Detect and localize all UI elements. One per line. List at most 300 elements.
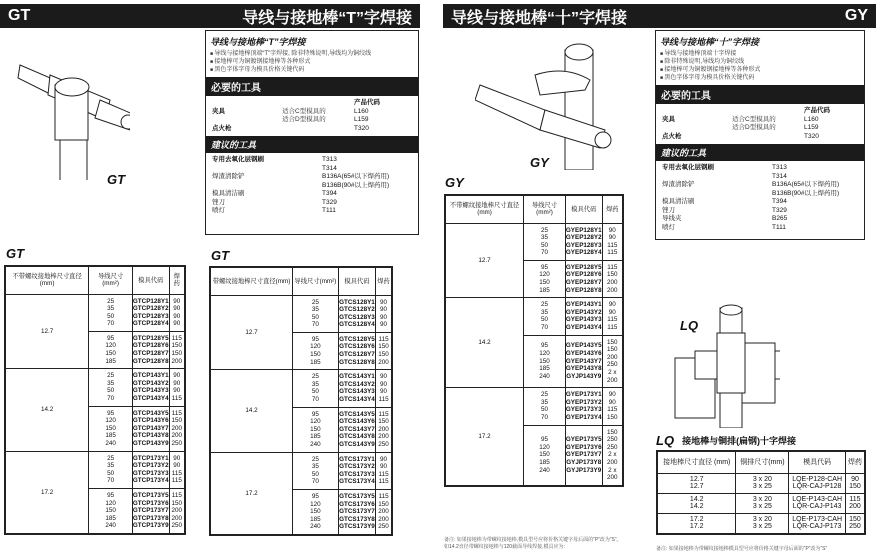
size: 240 [105, 522, 116, 530]
code: GTCS173Y4 [339, 478, 375, 486]
code: GTCS143Y3 [339, 388, 375, 396]
size: 240 [310, 523, 321, 531]
powder: 150 [171, 417, 183, 425]
powder: 90 [173, 387, 181, 395]
powder: 115 [171, 477, 182, 485]
code: GYEP128Y3 [565, 241, 602, 249]
size: 150 [310, 508, 321, 516]
value: LQR-CAJ-P128 [792, 483, 842, 491]
size: 70 [107, 477, 115, 485]
table-row [657, 513, 865, 534]
column-header: 接地棒尺寸直径 (mm) [657, 451, 736, 473]
size: 95 [541, 342, 549, 350]
powder: 150 [171, 350, 183, 358]
size: 150 [539, 451, 550, 459]
suggested-tools-heading: 建议的工具 [206, 136, 418, 153]
powder: 250 [607, 436, 618, 444]
gt-panel-title: 导线与接地棒“T”字焊接 [210, 37, 306, 47]
sizes-cell [524, 298, 566, 335]
powder-cell [169, 451, 185, 488]
sizes-cell [524, 388, 566, 425]
size: 185 [105, 357, 116, 365]
lq-section-title: 接地棒与铜排(扁钢)十字焊接 [682, 436, 797, 446]
powder: 90 [608, 308, 616, 316]
codes-cell [132, 451, 169, 488]
size: 35 [541, 398, 549, 406]
powder: 115 [607, 241, 618, 249]
tool-row [656, 198, 864, 207]
lq-cell [736, 473, 789, 493]
codes-cell [565, 335, 602, 388]
tool-name [212, 165, 322, 174]
code: GTCS173Y8 [339, 515, 375, 523]
size: 70 [107, 320, 115, 328]
tool-row: 点火枪 T320 [212, 124, 369, 132]
code: GTCS173Y3 [339, 470, 375, 478]
sizes-cell [524, 335, 566, 388]
gt-table-2-label: GT [211, 248, 230, 263]
powder: 150 [171, 499, 183, 507]
size: 95 [107, 334, 115, 342]
right-header-code: GY [844, 7, 868, 24]
sizes-cell [89, 331, 133, 368]
size: 35 [107, 462, 115, 470]
lq-cell [789, 473, 846, 493]
powder: 250 [378, 523, 389, 531]
powder: 90 [608, 398, 616, 406]
powder: 115 [378, 410, 389, 418]
sizes-cell [89, 294, 133, 331]
value: 3 x 20 [752, 495, 772, 503]
powder: 90 [608, 226, 616, 234]
code: GTCP143Y8 [132, 432, 169, 440]
lq-section-label: LQ [656, 433, 675, 448]
value: 150 [849, 515, 861, 523]
size: 240 [105, 440, 116, 447]
lq-cell [845, 493, 865, 513]
sizes-cell [524, 425, 566, 486]
sizes-cell [293, 407, 339, 452]
size: 150 [539, 357, 550, 365]
value: LQR-CAJ-P173 [792, 523, 842, 531]
size: 120 [105, 342, 116, 350]
tool-name: 喷灯 [212, 207, 225, 214]
value: 150 [849, 483, 861, 491]
powder: 90 [608, 391, 616, 399]
code: GTCS128Y1 [339, 298, 375, 306]
tool-row: 适合D型模具的 L159 [732, 124, 819, 131]
tool-row: 适合D型模具的 L159 [282, 116, 369, 123]
powder: 115 [607, 249, 618, 257]
tool-row: 夹具 适合C型模具的 L160 [662, 115, 819, 123]
code: GYEP128Y2 [565, 234, 602, 242]
powder-cell [602, 335, 623, 388]
value: 250 [849, 523, 861, 531]
code: GYEP173Y4 [565, 413, 602, 421]
bullet: ■ 接地棒可为铜镀钢接地棒等各种形式 [660, 66, 860, 74]
size: 70 [311, 478, 319, 486]
powder: 200 [171, 514, 183, 522]
size: 185 [310, 358, 321, 366]
size: 120 [310, 500, 321, 508]
powder-cell [602, 388, 623, 425]
size: 25 [541, 391, 549, 399]
codes-cell [338, 452, 375, 489]
codes-cell [338, 489, 375, 534]
column-header: 焊药 [376, 267, 392, 295]
gy-info-panel [655, 30, 865, 240]
size: 25 [107, 372, 115, 380]
powder: 200 [378, 425, 389, 433]
powder: 200 [607, 286, 618, 294]
code: GTCP143Y5 [132, 409, 169, 417]
tool-row [656, 224, 864, 233]
size: 185 [105, 432, 116, 440]
code: GTCP173Y6 [132, 499, 169, 507]
value: 200 [849, 503, 861, 511]
codes-cell [132, 294, 169, 331]
size: 70 [541, 413, 549, 421]
powder: 150 [171, 342, 183, 350]
tool-row [656, 190, 864, 199]
powder: 150 [607, 271, 618, 279]
powder: 90 [173, 372, 181, 380]
sizes-cell [293, 295, 339, 332]
code: GTCS173Y2 [339, 463, 375, 471]
gt-table-threaded [209, 266, 393, 536]
value: LQE-P143-CAH [792, 495, 842, 503]
sizes-cell [524, 223, 566, 260]
code: GTCP173Y2 [132, 462, 169, 470]
tool-code: T329 [772, 206, 787, 214]
value: 14.2 [689, 503, 704, 511]
powder: 115 [378, 396, 389, 404]
diameter-cell: 17.2 [210, 452, 293, 535]
column-header: 导线尺寸(mm²) [89, 266, 133, 294]
code: GYJP143Y9 [566, 372, 602, 380]
code: GYEP143Y6 [565, 350, 602, 358]
powder: 115 [378, 478, 389, 486]
size: 25 [107, 297, 115, 305]
powder: 90 [380, 388, 388, 396]
sizes-cell [293, 452, 339, 489]
tool-code: T313 [322, 156, 337, 163]
lq-illustration-label: LQ [680, 318, 699, 333]
size: 120 [539, 443, 550, 451]
bullet: ■ 除非特殊说明,导线均为铜绞线 [660, 58, 860, 66]
code: GTCP173Y9 [132, 522, 169, 530]
column-header: 焊药 [845, 451, 865, 473]
bullet: ■ 黑色字体字母为模具价格关键代码 [660, 74, 860, 82]
code: GTCP173Y8 [132, 514, 169, 522]
gt-table-1-label: GT [6, 246, 25, 261]
powder: 90 [173, 462, 181, 470]
size: 25 [311, 298, 319, 306]
lq-section-header [656, 433, 796, 448]
tool-code: B265 [772, 215, 788, 222]
right-page-header [443, 4, 876, 28]
powder: 90 [173, 454, 181, 462]
code: GTCS143Y7 [339, 425, 375, 433]
tool-row [206, 182, 418, 191]
code: GYEP128Y7 [565, 279, 602, 287]
code: GYEP143Y4 [565, 324, 602, 332]
powder-cell [376, 489, 392, 534]
code: GTCP128Y5 [132, 334, 169, 342]
code: GTCP128Y1 [132, 297, 169, 305]
table-header-row [657, 451, 865, 473]
sizes-cell [89, 451, 133, 488]
tool-code: T329 [322, 198, 337, 206]
code: GYEP173Y5 [565, 436, 602, 444]
powder: 115 [378, 492, 389, 500]
powder: 115 [378, 335, 389, 343]
code: GYEP128Y8 [565, 286, 602, 294]
product-code-header: 产品代码 [804, 107, 830, 114]
column-header: 不带螺纹接地棒尺寸直径(mm) [445, 195, 524, 223]
powder: 115 [171, 469, 182, 477]
value: 3 x 25 [752, 483, 772, 491]
powder: 90 [380, 298, 388, 306]
size: 95 [311, 335, 319, 343]
powder: 90 [608, 301, 616, 309]
powder: 90 [380, 373, 388, 381]
codes-cell [338, 407, 375, 452]
tool-code: T314 [322, 164, 337, 172]
column-header: 不带螺纹接地棒尺寸直径(mm) [5, 266, 89, 294]
size: 95 [107, 409, 115, 417]
size: 185 [539, 365, 550, 373]
code: GTCS173Y5 [339, 492, 375, 500]
tool-name: 专用去氧化层钢刷 [212, 156, 264, 163]
code: GYEP128Y1 [565, 226, 602, 234]
code: GTCS143Y2 [339, 380, 375, 388]
size: 35 [107, 379, 115, 387]
diameter-cell: 17.2 [5, 451, 89, 534]
gt-bullets [206, 50, 418, 74]
codes-cell [565, 425, 602, 486]
tool-code: T314 [772, 172, 787, 180]
lq-cell [845, 473, 865, 493]
value: 3 x 25 [752, 503, 772, 511]
table-header-row [210, 267, 392, 295]
tool-name: 模具清洁刷 [662, 198, 695, 205]
product-code-header: 产品代码 [354, 99, 380, 106]
powder: 2 x 200 [607, 451, 618, 466]
powder: 200 [607, 279, 618, 287]
tool-name: 专用去氧化层钢刷 [662, 164, 714, 171]
column-header: 模具代码 [789, 451, 846, 473]
size: 150 [310, 425, 321, 433]
size: 50 [107, 312, 115, 320]
powder-cell [602, 223, 623, 260]
powder: 90 [380, 306, 388, 314]
size: 240 [539, 372, 550, 380]
table-row [657, 493, 865, 513]
powder-cell [602, 260, 623, 297]
lq-cell [736, 493, 789, 513]
size: 95 [541, 436, 549, 444]
diameter-cell: 12.7 [210, 295, 293, 370]
tool-code: B136B(90#以上焊药用) [772, 189, 840, 197]
code: GTCS143Y1 [339, 373, 375, 381]
gt-connector-illustration [10, 40, 130, 180]
code: GYEP128Y5 [565, 263, 602, 271]
gy-connector-illustration [475, 40, 625, 170]
table-row [210, 452, 392, 489]
column-header: 铜排尺寸(mm) [736, 451, 789, 473]
codes-cell [565, 223, 602, 260]
size: 70 [541, 324, 549, 332]
powder: 90 [380, 380, 388, 388]
table-row [5, 294, 185, 331]
column-header: 焊药 [602, 195, 623, 223]
sizes-cell [293, 370, 339, 407]
tool-row [656, 207, 864, 216]
size: 150 [105, 350, 116, 358]
lq-cell [789, 513, 846, 534]
size: 240 [539, 466, 550, 474]
column-header: 模具代码 [338, 267, 375, 295]
codes-cell [132, 488, 169, 533]
size: 120 [105, 499, 116, 507]
powder: 2 x 200 [607, 466, 618, 482]
size: 35 [311, 380, 319, 388]
powder: 250 [378, 441, 389, 448]
lq-cell [657, 493, 736, 513]
powder: 200 [171, 432, 183, 440]
lq-table [656, 450, 866, 535]
left-header-title: 导线与接地棒“T”字焊接 [242, 9, 412, 27]
value: LQE-P128-CAH [792, 475, 842, 483]
code: GTCP128Y3 [132, 312, 169, 320]
value: 17.2 [689, 515, 704, 523]
codes-cell [132, 406, 169, 451]
tool-name: 焊渣清除铲 [662, 181, 695, 188]
tool-name: 模具清洁刷 [212, 190, 245, 197]
size: 35 [541, 308, 549, 316]
powder: 150 [607, 346, 618, 354]
tool-code: B136B(90#以上焊药用) [322, 181, 390, 189]
powder: 115 [607, 406, 618, 414]
size: 35 [311, 306, 319, 314]
powder: 90 [380, 313, 388, 321]
size: 70 [311, 321, 319, 329]
code: GTCS143Y9 [339, 441, 375, 448]
column-header: 焊药 [169, 266, 185, 294]
code: GTCS143Y6 [339, 418, 375, 426]
table-row [210, 370, 392, 407]
code: GTCP143Y2 [132, 379, 169, 387]
powder-cell [169, 294, 185, 331]
value: LQR-CAJ-P143 [792, 503, 842, 511]
code: GTCP143Y1 [132, 372, 169, 380]
gy-note: 备注: 如果接地棒为带螺纹接地棒,模具型号应将价格关键字母后面的“P”改为“S”。如14.2直径带螺纹接地棒与120截面导线焊接,模具应为: [444, 537, 622, 550]
size: 70 [541, 249, 549, 257]
powder: 115 [607, 316, 618, 324]
diameter-cell: 17.2 [445, 388, 524, 486]
gt-illustration-label: GT [107, 172, 126, 187]
powder: 90 [173, 305, 181, 313]
code: GTCP128Y4 [132, 320, 169, 328]
tool-name [662, 173, 772, 182]
tool-code: T111 [322, 207, 336, 214]
code: GTCP173Y7 [132, 507, 169, 515]
bullet: ■ 导线与接地棒顶端“T”字焊接, 除非特殊说明,导线均为铜绞线 [210, 50, 414, 58]
powder: 115 [607, 263, 618, 271]
powder: 200 [607, 353, 618, 361]
codes-cell [565, 298, 602, 335]
gy-table-label: GY [445, 175, 464, 190]
size: 25 [311, 455, 319, 463]
lq-cell [845, 513, 865, 534]
powder: 200 [378, 358, 389, 366]
code: GYEP143Y3 [565, 316, 602, 324]
required-tools-heading: 必要的工具 [206, 77, 418, 96]
code: GTCP143Y7 [132, 424, 169, 432]
code: GTCS128Y4 [339, 321, 375, 329]
powder: 115 [171, 395, 182, 403]
tool-row [656, 215, 864, 224]
powder-cell [376, 332, 392, 369]
table-row [210, 295, 392, 332]
code: GTCP173Y5 [132, 491, 169, 499]
size: 50 [107, 387, 115, 395]
value: 12.7 [689, 483, 704, 491]
tool-row [206, 199, 418, 208]
tool-code: T313 [772, 164, 787, 171]
tool-row [656, 173, 864, 182]
diameter-cell: 12.7 [5, 294, 89, 369]
powder: 90 [608, 234, 616, 242]
size: 120 [310, 343, 321, 351]
lq-cell [657, 473, 736, 493]
code: GTCS128Y8 [339, 358, 375, 366]
tool-row [206, 190, 418, 199]
codes-cell [132, 331, 169, 368]
size: 50 [311, 470, 319, 478]
left-header-code: GT [8, 7, 31, 24]
size: 50 [541, 241, 549, 249]
bullet: ■ 黑色字体字母为模具价格关键代码 [210, 66, 414, 74]
value: 3 x 20 [752, 475, 772, 483]
code: GTCS173Y1 [339, 455, 375, 463]
sizes-cell [293, 489, 339, 534]
tool-row: 夹具 适合C型模具的 L160 [212, 107, 369, 115]
tool-code: T111 [772, 223, 786, 231]
code: GYEP173Y1 [565, 391, 602, 399]
diameter-cell: 14.2 [5, 369, 89, 451]
powder: 2 x 200 [607, 369, 618, 384]
code: GTCS173Y9 [339, 523, 375, 531]
lq-cell [736, 513, 789, 534]
code: GYEP173Y6 [565, 443, 602, 451]
size: 150 [310, 351, 321, 359]
tool-row [206, 173, 418, 182]
code: GTCP143Y6 [132, 417, 169, 425]
powder-cell [376, 407, 392, 452]
powder: 150 [378, 418, 389, 426]
table-row [657, 473, 865, 493]
tool-row [206, 156, 418, 165]
size: 150 [105, 424, 116, 432]
column-header: 模具代码 [132, 266, 169, 294]
value: 115 [849, 495, 861, 503]
powder: 150 [378, 351, 389, 359]
code: GTCP128Y8 [132, 357, 169, 365]
tool-name: 焊渣清除铲 [212, 173, 245, 180]
lq-cell [657, 513, 736, 534]
